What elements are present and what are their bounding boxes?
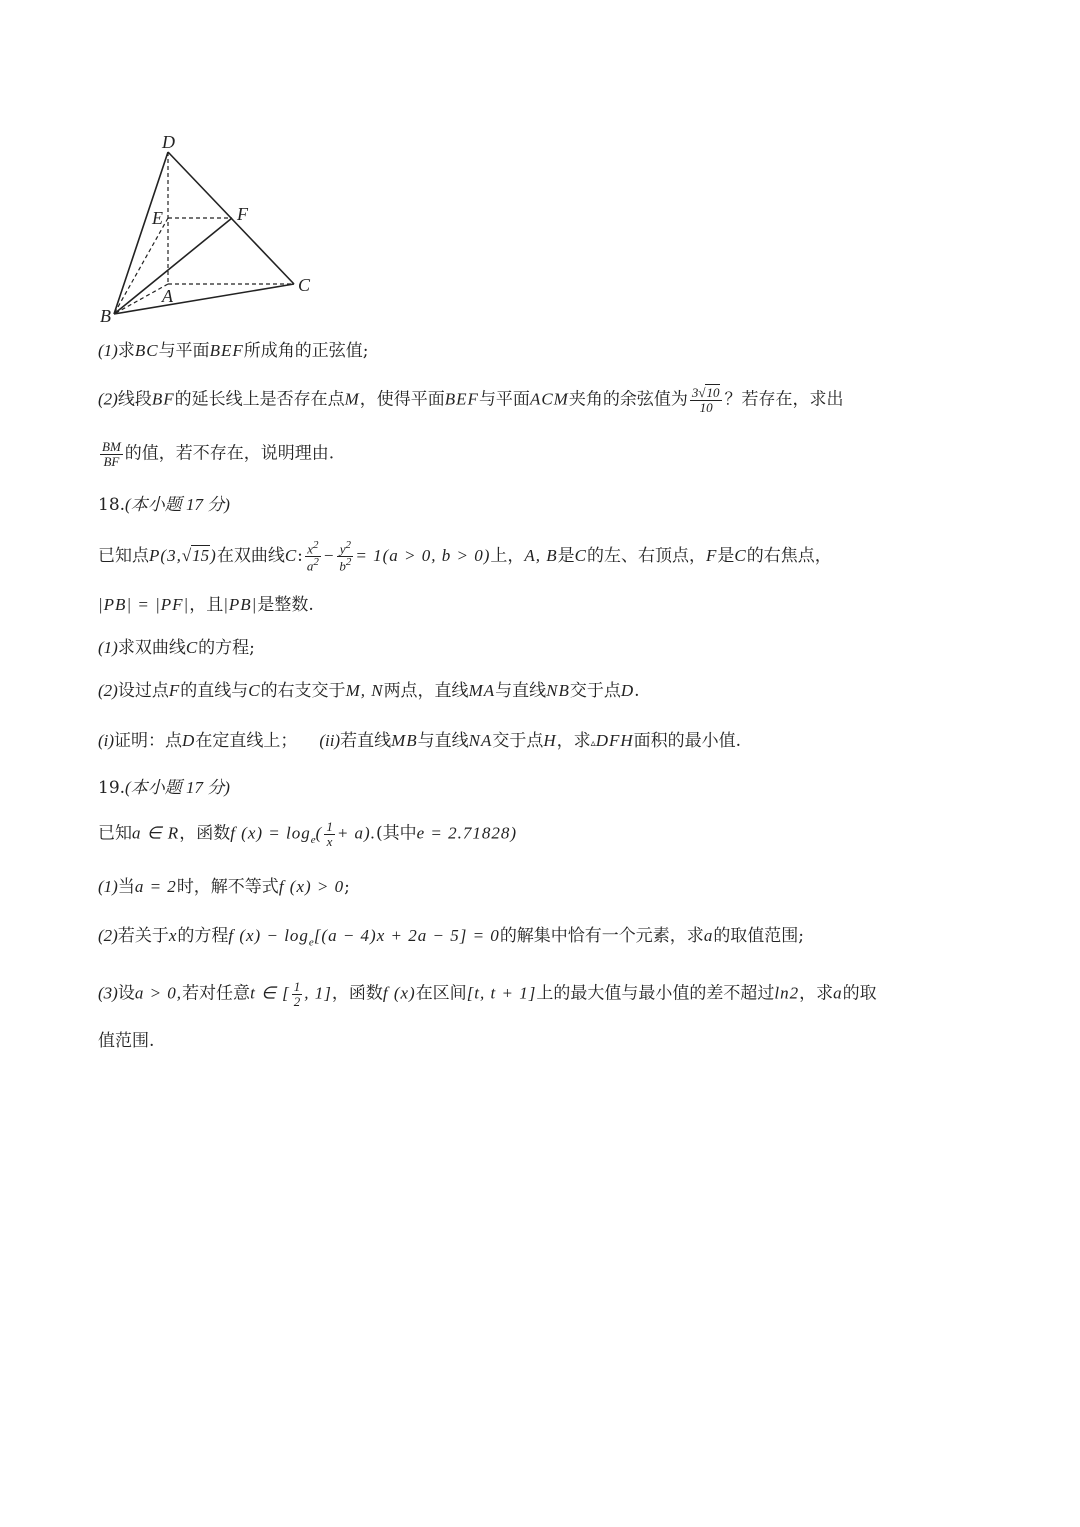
q-number: (3)	[98, 983, 118, 1003]
sqrt-15: √15	[181, 545, 210, 565]
text: 时，解不等式	[176, 877, 279, 897]
text: ，函数	[179, 823, 231, 844]
condition: = 1(a > 0, b > 0)	[355, 545, 491, 565]
var-a: a	[703, 926, 714, 945]
q-number: (2)	[98, 389, 118, 409]
math-cond: a = 2	[134, 877, 177, 896]
colon: :	[297, 545, 303, 566]
points-ab: A, B	[524, 545, 558, 565]
text: 的右支交于	[260, 681, 346, 701]
curve-c: C	[734, 545, 747, 565]
function-def: f (x) = log	[230, 823, 311, 843]
label-D: D	[162, 132, 175, 152]
triangle-dfh: DFH	[595, 731, 634, 750]
p19-header	[98, 778, 998, 798]
text: 的解集中恰有一个元素，求	[499, 926, 704, 946]
text: 是	[557, 545, 575, 566]
math-a-in-r: a ∈ R	[132, 823, 180, 843]
math-bf: BF	[151, 389, 175, 409]
label-E: E	[152, 208, 163, 228]
problem-number: 18.	[98, 495, 126, 515]
text: 的直线与	[180, 681, 249, 701]
text: 的方程;	[198, 638, 255, 658]
text: 设过点	[117, 681, 169, 701]
text: 在区间	[415, 983, 467, 1004]
line-mb: MB	[391, 731, 418, 750]
text: ？若存在，求出	[724, 389, 844, 410]
tetrahedron-figure	[92, 128, 332, 328]
point-f: F	[706, 545, 718, 565]
text: 与平面	[158, 341, 210, 361]
text: 已知	[98, 823, 132, 844]
text: 的右焦点，	[746, 545, 832, 566]
fraction-bm-bf: $\frac{BM}{BF}$	[102, 439, 121, 469]
p18-statement-line-2	[98, 595, 998, 615]
point-p: P	[149, 545, 161, 565]
point-d: D	[182, 731, 196, 750]
fraction-cosine: $\frac{3√10}{10}$	[690, 386, 723, 414]
text: 交于点	[492, 731, 544, 751]
text: ，且	[189, 595, 224, 615]
math-interval: [t, t + 1]	[466, 983, 537, 1003]
paren: )	[210, 545, 217, 565]
text: 上的最大值与最小值的差不超过	[536, 983, 775, 1004]
equation-part: f (x) − log	[228, 926, 309, 945]
p17-question-2	[98, 386, 998, 414]
text: 的取	[842, 983, 877, 1004]
p19-statement	[98, 820, 998, 848]
text: 值范围.	[98, 1031, 155, 1051]
minus: −	[322, 545, 336, 565]
q-number: (i)	[98, 731, 115, 750]
math-interval: , 1]	[304, 983, 332, 1003]
text: ，函数	[331, 983, 383, 1004]
text: 上，	[490, 545, 525, 566]
text: 的左、右顶点，	[587, 545, 707, 566]
curve-c: C	[284, 545, 298, 565]
math-bef: BEF	[209, 341, 244, 360]
text: 与直线	[417, 731, 469, 751]
label-A: A	[162, 286, 173, 306]
q-number: (ii)	[319, 731, 341, 750]
problem-number: 19.	[98, 778, 126, 798]
log-base: e	[308, 936, 314, 949]
fraction-y2-b2: $\frac{y^2}{b^2}$	[339, 539, 352, 574]
text: 的值，若不存在，说明理由.	[124, 443, 335, 464]
p18-header	[98, 495, 998, 515]
text: 设	[117, 983, 135, 1004]
label-B: B	[100, 306, 111, 326]
text: ;	[344, 877, 350, 897]
text: (其中	[375, 823, 417, 844]
text: 与平面	[478, 389, 530, 410]
text: 若对任意	[182, 983, 251, 1004]
math-e-value: e = 2.71828)	[416, 823, 518, 843]
math-t: t ∈ [	[250, 983, 290, 1003]
line-ma: MA	[468, 681, 496, 700]
text: 的取值范围;	[713, 926, 805, 946]
text: .	[634, 681, 640, 701]
p17-question-1	[98, 341, 998, 361]
triangle-icon: ▵	[590, 738, 596, 749]
text: 两点，直线	[383, 681, 469, 701]
math-pb: |PB|	[223, 595, 258, 614]
line-nb: NB	[546, 681, 570, 700]
text: 是	[717, 545, 735, 566]
label-F: F	[237, 204, 248, 224]
log-base: e	[310, 834, 316, 847]
text: 在定直线上；	[195, 731, 298, 751]
math-m: M	[344, 389, 360, 409]
curve-c: C	[185, 638, 199, 657]
paren: (	[315, 823, 323, 843]
equation-pb-pf: |PB| = |PF|	[98, 595, 190, 614]
math-cond: a > 0,	[134, 983, 183, 1003]
point-f: F	[168, 681, 181, 700]
edge-BF	[114, 218, 232, 314]
math-fx: f (x)	[382, 983, 416, 1003]
q-number: (1)	[98, 877, 118, 896]
q-number: (1)	[98, 638, 118, 657]
text: 面积的最小值.	[633, 731, 742, 751]
fraction-1-2: $\frac{1}{2}$	[293, 979, 301, 1009]
label-C: C	[298, 275, 311, 295]
fraction-1-x: $\frac{1}{x}$	[326, 819, 333, 849]
text: 的方程	[177, 926, 229, 946]
points-mn: M, N	[345, 681, 384, 700]
text: 证明：点	[114, 731, 183, 751]
text: 的延长线上是否存在点	[174, 389, 345, 410]
text: 夹角的余弦值为	[568, 389, 688, 410]
p19-question-1	[98, 877, 998, 897]
math-bc: BC	[134, 341, 159, 360]
math-bef: BEF	[444, 389, 479, 409]
p19-question-3	[98, 980, 998, 1008]
text: 已知点	[98, 545, 149, 566]
p17-question-2-cont	[98, 440, 998, 468]
q-number: (1)	[98, 341, 118, 360]
math-tail: + a).	[336, 823, 376, 843]
equation-part: [(a − 4)x + 2a − 5] = 0	[313, 926, 500, 945]
math-acm: ACM	[529, 389, 569, 409]
text: 是整数.	[257, 595, 314, 615]
point-h: H	[543, 731, 557, 750]
text: 若直线	[340, 731, 392, 751]
text: 与直线	[495, 681, 547, 701]
math-ln2: ln2	[774, 983, 800, 1003]
p18-question-2	[98, 681, 998, 701]
problem-points: (本小题 17 分)	[125, 778, 230, 797]
p18-question-1	[98, 638, 998, 658]
text: 若关于	[117, 926, 169, 946]
paren: (	[160, 545, 168, 565]
var-a: a	[833, 983, 843, 1003]
text: 线段	[117, 389, 152, 410]
var-x: x	[168, 926, 178, 945]
text: ，求	[556, 731, 591, 751]
text: 求双曲线	[117, 638, 186, 658]
problem-points: (本小题 17 分)	[125, 495, 230, 514]
text: 求	[117, 341, 135, 361]
curve-c: C	[248, 681, 261, 700]
text: 交于点	[569, 681, 621, 701]
text: ，使得平面	[359, 389, 445, 410]
text: 所成角的正弦值;	[243, 341, 369, 361]
line-na: NA	[468, 731, 493, 750]
p18-question-2-sub	[98, 731, 998, 751]
text: ，求	[799, 983, 834, 1004]
q-number: (2)	[98, 681, 118, 700]
p19-question-2	[98, 926, 998, 950]
p19-question-3-cont	[98, 1031, 998, 1051]
q-number: (2)	[98, 926, 118, 945]
p18-statement-line-1	[98, 540, 998, 573]
math-ineq: f (x) > 0	[278, 877, 345, 896]
curve-c: C	[574, 545, 588, 565]
text: 当	[117, 877, 135, 897]
text: 在双曲线	[216, 545, 285, 566]
point-d: D	[620, 681, 635, 700]
fraction-x2-a2: $\frac{x^2}{a^2}$	[306, 539, 319, 574]
coord: 3,	[167, 545, 182, 565]
